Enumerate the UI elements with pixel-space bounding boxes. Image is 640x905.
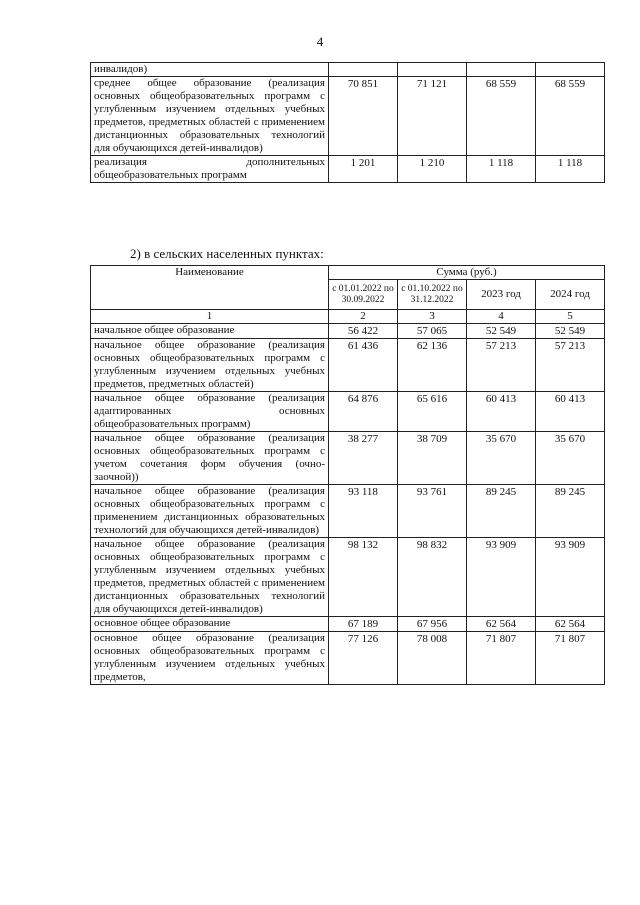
header-col2: с 01.01.2022 по 30.09.2022 (329, 280, 398, 310)
row-value-col2: 38 277 (329, 432, 398, 485)
row-value-col3: 98 832 (398, 538, 467, 617)
table-row (91, 339, 605, 392)
section-title-rural: 2) в сельских населенных пунктах: (130, 246, 324, 261)
row-value-col5: 68 559 (536, 77, 605, 156)
row-value-col3: 62 136 (398, 339, 467, 392)
row-value-col2: 70 851 (329, 77, 398, 156)
row-value-col4: 35 670 (467, 432, 536, 485)
table-row (91, 485, 605, 538)
row-value-col2: 77 126 (329, 632, 398, 685)
row-value-col5: 62 564 (536, 617, 605, 632)
header-num-2: 2 (329, 310, 398, 324)
row-name: реализация дополнительных общеобразовательных программ (91, 156, 329, 183)
row-value-col2: 98 132 (329, 538, 398, 617)
row-value-col3: 71 121 (398, 77, 467, 156)
row-value-col3: 1 210 (398, 156, 467, 183)
row-value-col5 (536, 63, 605, 77)
row-value-col3: 78 008 (398, 632, 467, 685)
row-name: начальное общее образование (реализация адаптированных основных общеобразовательных программ) (91, 392, 329, 432)
table-row (91, 432, 605, 485)
row-value-col2: 67 189 (329, 617, 398, 632)
header-col3: с 01.10.2022 по 31.12.2022 (398, 280, 467, 310)
row-name: начальное общее образование (реализация основных общеобразовательных программ с учетом сочетания форм обучения (очно-заочной)) (91, 432, 329, 485)
row-value-col3 (398, 63, 467, 77)
row-value-col5: 93 909 (536, 538, 605, 617)
row-value-col4: 68 559 (467, 77, 536, 156)
row-name: среднее общее образование (реализация основных общеобразовательных программ с углубленным изучением отдельных учебных предметов, предметных областей с применением дистанционных образовательных технологий для обучающихся детей-инвалидов) (91, 77, 329, 156)
row-value-col4: 60 413 (467, 392, 536, 432)
row-value-col4: 71 807 (467, 632, 536, 685)
row-name: основное общее образование (реализация основных общеобразовательных программ с углубленным изучением отдельных учебных предметов, (91, 632, 329, 685)
header-num-1: 1 (91, 310, 329, 324)
table-row (91, 632, 605, 685)
row-value-col5: 35 670 (536, 432, 605, 485)
header-col4: 2023 год (467, 280, 536, 310)
row-value-col5: 60 413 (536, 392, 605, 432)
header-col5: 2024 год (536, 280, 605, 310)
row-name: инвалидов) (91, 63, 329, 77)
table-row (91, 538, 605, 617)
page-number: 4 (316, 34, 324, 49)
header-num-4: 4 (467, 310, 536, 324)
row-value-col4: 52 549 (467, 324, 536, 339)
header-num-3: 3 (398, 310, 467, 324)
table-row (91, 324, 605, 339)
row-value-col2: 1 201 (329, 156, 398, 183)
table-row (91, 617, 605, 632)
row-value-col3: 67 956 (398, 617, 467, 632)
row-value-col2: 56 422 (329, 324, 398, 339)
row-value-col4: 62 564 (467, 617, 536, 632)
row-value-col4: 57 213 (467, 339, 536, 392)
row-value-col3: 38 709 (398, 432, 467, 485)
header-name: Наименование (91, 266, 329, 310)
row-value-col4 (467, 63, 536, 77)
table-urban-continued (90, 62, 605, 183)
header-num-5: 5 (536, 310, 605, 324)
row-value-col3: 57 065 (398, 324, 467, 339)
row-value-col5: 71 807 (536, 632, 605, 685)
row-value-col4: 1 118 (467, 156, 536, 183)
row-value-col3: 65 616 (398, 392, 467, 432)
table-rural (90, 265, 605, 685)
table-row (91, 156, 605, 183)
row-value-col2: 93 118 (329, 485, 398, 538)
row-value-col2: 64 876 (329, 392, 398, 432)
row-value-col4: 89 245 (467, 485, 536, 538)
row-value-col2 (329, 63, 398, 77)
header-sum: Сумма (руб.) (329, 266, 605, 280)
row-value-col5: 89 245 (536, 485, 605, 538)
row-value-col5: 52 549 (536, 324, 605, 339)
row-name: начальное общее образование (91, 324, 329, 339)
row-value-col5: 57 213 (536, 339, 605, 392)
table-row (91, 63, 605, 77)
row-name: начальное общее образование (реализация основных общеобразовательных программ с углубленным изучением отдельных учебных предметов, предметных областей с применением дистанционных образовательных технологий для обучающихся детей-инвалидов) (91, 538, 329, 617)
row-value-col3: 93 761 (398, 485, 467, 538)
row-value-col4: 93 909 (467, 538, 536, 617)
row-value-col2: 61 436 (329, 339, 398, 392)
row-name: основное общее образование (91, 617, 329, 632)
row-name: начальное общее образование (реализация основных общеобразовательных программ с углубленным изучением отдельных учебных предметов, предметных областей) (91, 339, 329, 392)
table-row (91, 77, 605, 156)
row-value-col5: 1 118 (536, 156, 605, 183)
row-name: начальное общее образование (реализация основных общеобразовательных программ с применением дистанционных образовательных технологий для обучающихся детей-инвалидов) (91, 485, 329, 538)
table-row (91, 392, 605, 432)
